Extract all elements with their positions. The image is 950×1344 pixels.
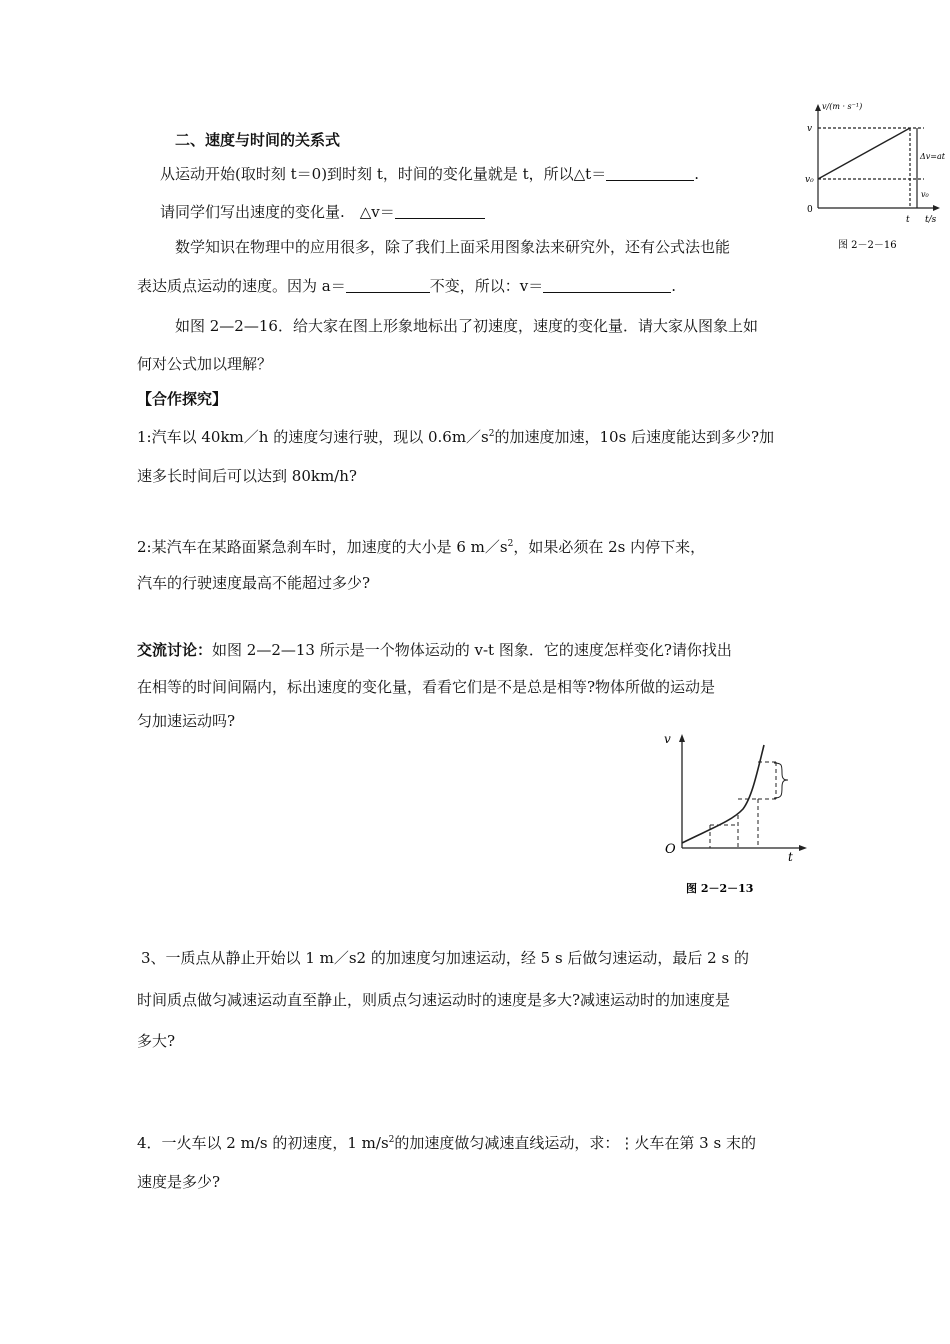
question-2-line: 汽车的行驶速度最高不能超过多少? [137,574,371,592]
y-axis-label: v [664,732,671,746]
section-title: 二、速度与时间的关系式 [175,131,341,149]
y-axis-label: v/(m · s⁻¹) [822,102,863,111]
origin-label: O [665,842,676,857]
text-span: 不变，所以：v＝ [429,277,544,295]
discussion-line: 在相等的时间间隔内，标出速度的变化量，看看它们是不是总是相等?物体所做的运动是 [137,678,716,696]
delta-v-label: Δv=at [920,152,945,161]
question-3-line: 3、一质点从静止开始以 1 m／s2 的加速度匀加速运动，经 5 s 后做匀速运动，最后 2 s 的 [141,949,749,967]
text-span: 1:汽车以 40km／h 的速度匀速行驶，现以 0.6m／s [137,428,489,446]
arrow-icon [815,104,821,111]
question-3-line: 时间质点做匀减速运动直至静止，则质点匀速运动时的速度是多大?减速运动时的加速度是 [137,991,731,1009]
answer-blank[interactable] [606,165,694,181]
text-span: 2:某汽车在某路面紧急刹车时，加速度的大小是 6 m／s [137,538,508,556]
question-3-line: 多大? [137,1032,176,1050]
arrow-icon [799,845,807,851]
text-span: 如图 2—2—13 所示是一个物体运动的 v-t 图象．它的速度怎样变化?请你找出 [212,641,732,659]
velocity-line [818,128,910,179]
discussion-line: 匀加速运动吗? [137,712,236,730]
paragraph-line [137,276,676,296]
coop-heading: 【合作探究】 [137,390,228,408]
origin-label: 0 [807,205,813,215]
t-label: t [906,215,910,225]
figure-caption: 图 2－2－13 [686,882,754,895]
question-4-line [137,1133,756,1153]
text-span: 表达质点运动的速度。因为 a＝ [137,277,346,295]
v0-brace-label: v₀ [921,190,929,199]
arrow-icon [679,734,685,742]
figure-2-2-16 [804,100,948,258]
text-span: 请同学们写出速度的变化量. △v＝ [160,203,395,221]
paragraph-line [160,202,485,222]
text-span: 的加速度做匀减速直线运动，求：⋮火车在第 3 s 末的 [394,1134,756,1152]
discussion-line [137,640,732,660]
question-1-line [137,427,774,447]
superscript: 2 [488,429,495,439]
text-span: 的加速度加速，10s 后速度能达到多少?加 [494,428,775,446]
figure-caption: 图 2－2－16 [838,240,897,251]
superscript: 2 [388,1135,395,1145]
superscript: 2 [507,539,514,549]
answer-blank[interactable] [543,277,671,293]
text-span: 4．一火车以 2 m/s 的初速度，1 m/s [137,1134,389,1152]
arrow-icon [933,205,940,211]
answer-blank[interactable] [395,203,485,219]
v0-label: v₀ [805,175,814,185]
velocity-curve [682,745,764,843]
v-label: v [807,124,813,134]
paragraph-line [160,164,699,184]
question-1-line: 速多长时间后可以达到 80km/h? [137,467,357,485]
paragraph-line: 如图 2—2—16．给大家在图上形象地标出了初速度，速度的变化量．请大家从图象上如 [175,317,758,335]
figure-2-2-13 [660,725,820,905]
text-span: 从运动开始(取时刻 t＝0)到时刻 t，时间的变化量就是 t，所以△t＝ [160,165,607,183]
question-2-line [137,537,705,557]
paragraph-line: 数学知识在物理中的应用很多，除了我们上面采用图象法来研究外，还有公式法也能 [175,238,731,256]
text-span: ，如果必须在 2s 内停下来， [513,538,706,556]
text-span: . [694,165,699,183]
answer-blank[interactable] [346,277,430,293]
paragraph-line: 何对公式加以理解？ [137,355,273,373]
discussion-label: 交流讨论： [137,641,213,659]
x-axis-label: t/s [925,215,937,225]
question-4-line: 速度是多少? [137,1173,221,1191]
x-axis-label: t [788,850,793,864]
text-span: . [671,277,676,295]
